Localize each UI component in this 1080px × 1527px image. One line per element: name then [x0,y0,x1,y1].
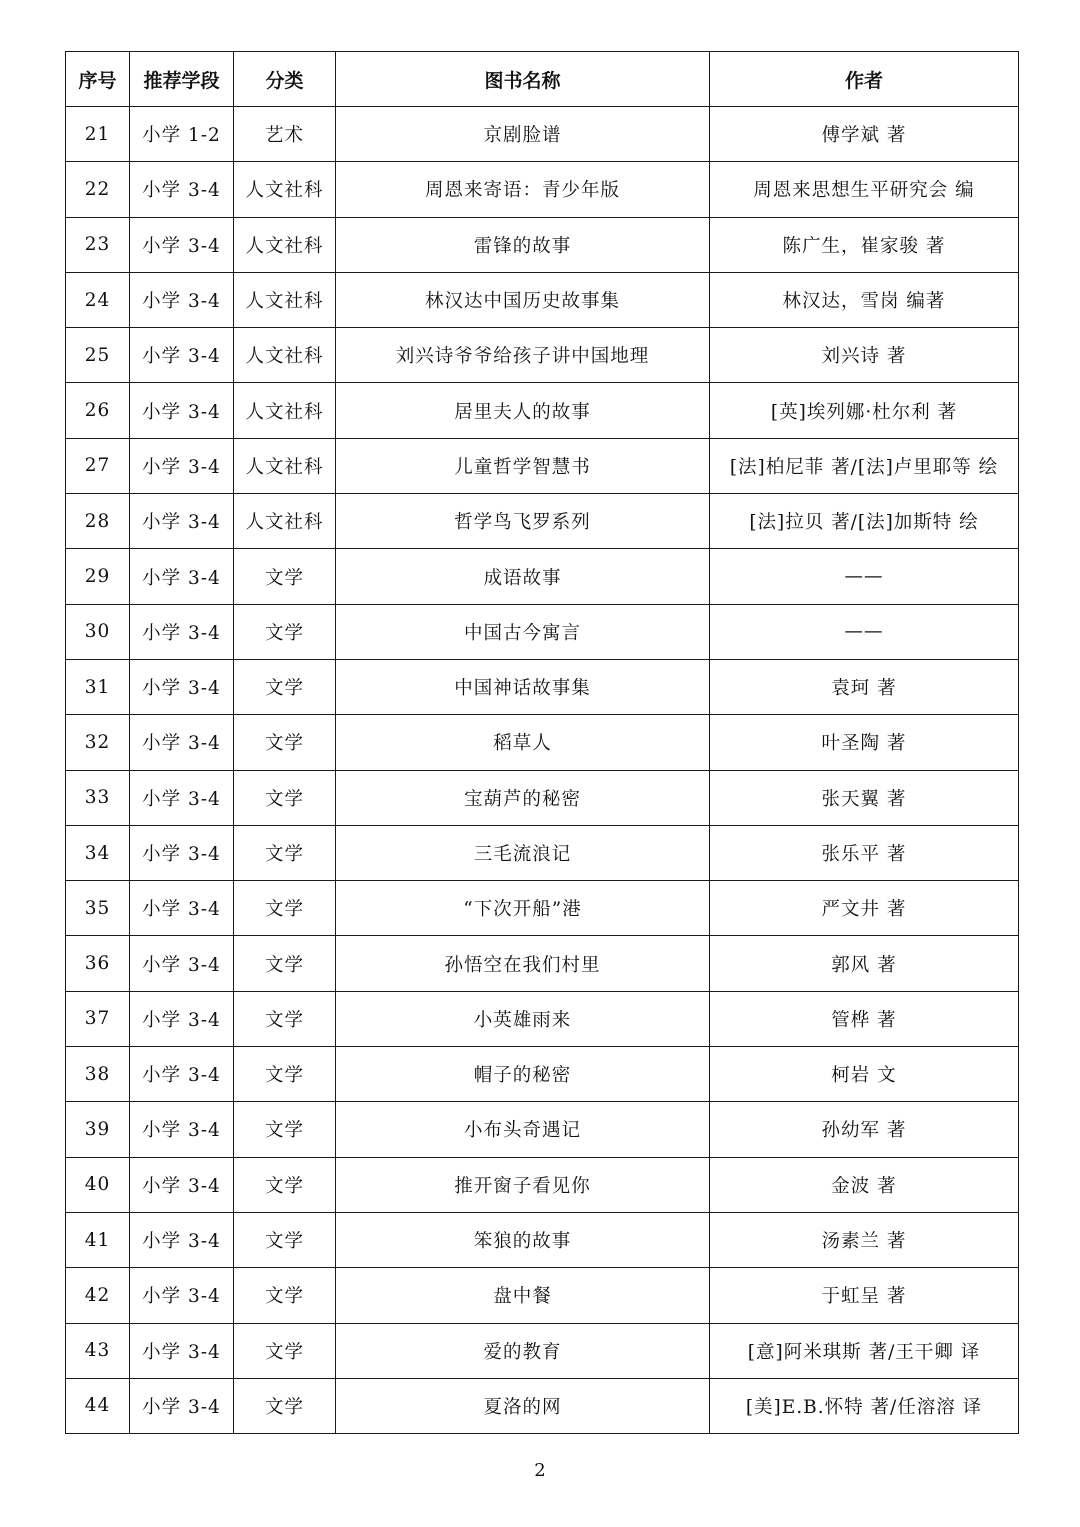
cell-category: 文学 [234,1157,336,1212]
cell-author: [意]阿米琪斯 著/王干卿 译 [710,1323,1019,1378]
cell-title: 林汉达中国历史故事集 [336,272,710,327]
table-header [66,52,1019,107]
cell-category: 文学 [234,659,336,714]
cell-category: 文学 [234,1212,336,1267]
cell-grade: 小学 3-4 [130,1323,234,1378]
cell-grade: 小学 3-4 [130,438,234,493]
cell-index: 36 [66,936,130,991]
cell-title: 推开窗子看见你 [336,1157,710,1212]
cell-grade: 小学 3-4 [130,1378,234,1433]
cell-author: 刘兴诗 著 [710,328,1019,383]
header-row [66,52,1019,107]
cell-index: 34 [66,825,130,880]
cell-index: 27 [66,438,130,493]
cell-title: 中国神话故事集 [336,659,710,714]
cell-title: 周恩来寄语：青少年版 [336,162,710,217]
table-row [66,715,1019,770]
cell-category: 艺术 [234,107,336,162]
cell-index: 22 [66,162,130,217]
table-row [66,1378,1019,1433]
cell-author: 管桦 著 [710,991,1019,1046]
cell-category: 文学 [234,1102,336,1157]
cell-category: 文学 [234,715,336,770]
cell-title: 宝葫芦的秘密 [336,770,710,825]
table-row [66,494,1019,549]
cell-title: 雷锋的故事 [336,217,710,272]
cell-author: 张乐平 著 [710,825,1019,880]
cell-grade: 小学 3-4 [130,217,234,272]
cell-index: 37 [66,991,130,1046]
cell-index: 31 [66,659,130,714]
cell-grade: 小学 3-4 [130,494,234,549]
cell-title: 哲学鸟飞罗系列 [336,494,710,549]
cell-index: 26 [66,383,130,438]
cell-grade: 小学 3-4 [130,825,234,880]
cell-index: 25 [66,328,130,383]
cell-index: 24 [66,272,130,327]
table-row [66,383,1019,438]
table-row [66,991,1019,1046]
cell-index: 44 [66,1378,130,1433]
cell-author: 陈广生，崔家骏 著 [710,217,1019,272]
header-author: 作者 [710,52,1019,107]
cell-index: 41 [66,1212,130,1267]
cell-author: 袁珂 著 [710,659,1019,714]
cell-category: 文学 [234,936,336,991]
table-row [66,1102,1019,1157]
cell-author: [法]拉贝 著/[法]加斯特 绘 [710,494,1019,549]
cell-author: 傅学斌 著 [710,107,1019,162]
cell-title: 京剧脸谱 [336,107,710,162]
cell-category: 人文社科 [234,217,336,272]
cell-title: 稻草人 [336,715,710,770]
cell-grade: 小学 3-4 [130,1268,234,1323]
cell-author: 张天翼 著 [710,770,1019,825]
cell-grade: 小学 3-4 [130,162,234,217]
cell-category: 文学 [234,1378,336,1433]
header-grade: 推荐学段 [130,52,234,107]
cell-index: 38 [66,1047,130,1102]
table-row [66,659,1019,714]
cell-index: 32 [66,715,130,770]
cell-title: 帽子的秘密 [336,1047,710,1102]
cell-author: —— [710,549,1019,604]
cell-grade: 小学 3-4 [130,272,234,327]
cell-category: 文学 [234,770,336,825]
cell-title: 小英雄雨来 [336,991,710,1046]
table-row [66,1268,1019,1323]
cell-author: 林汉达，雪岗 编著 [710,272,1019,327]
table-row [66,1157,1019,1212]
cell-index: 33 [66,770,130,825]
cell-title: 中国古今寓言 [336,604,710,659]
cell-grade: 小学 3-4 [130,383,234,438]
cell-category: 人文社科 [234,328,336,383]
table-row [66,549,1019,604]
cell-author: 柯岩 文 [710,1047,1019,1102]
table-row [66,1047,1019,1102]
cell-title: 爱的教育 [336,1323,710,1378]
cell-author: [英]埃列娜·杜尔利 著 [710,383,1019,438]
table-row [66,770,1019,825]
page-number: 2 [534,1460,546,1481]
cell-index: 35 [66,881,130,936]
header-title: 图书名称 [336,52,710,107]
cell-grade: 小学 3-4 [130,881,234,936]
cell-index: 39 [66,1102,130,1157]
header-index: 序号 [66,52,130,107]
cell-grade: 小学 3-4 [130,1102,234,1157]
cell-grade: 小学 3-4 [130,715,234,770]
cell-author: [法]柏尼菲 著/[法]卢里耶等 绘 [710,438,1019,493]
cell-index: 28 [66,494,130,549]
book-list-table [65,51,1019,1434]
cell-category: 文学 [234,991,336,1046]
cell-title: 夏洛的网 [336,1378,710,1433]
header-category: 分类 [234,52,336,107]
cell-author: 孙幼军 著 [710,1102,1019,1157]
cell-category: 人文社科 [234,272,336,327]
cell-title: 三毛流浪记 [336,825,710,880]
cell-index: 23 [66,217,130,272]
cell-category: 文学 [234,825,336,880]
cell-title: 刘兴诗爷爷给孩子讲中国地理 [336,328,710,383]
cell-index: 43 [66,1323,130,1378]
cell-index: 40 [66,1157,130,1212]
table-body [66,107,1019,1434]
table-row [66,107,1019,162]
cell-index: 42 [66,1268,130,1323]
cell-title: 儿童哲学智慧书 [336,438,710,493]
cell-title: 成语故事 [336,549,710,604]
table-row [66,936,1019,991]
table-row [66,272,1019,327]
cell-author: 周恩来思想生平研究会 编 [710,162,1019,217]
cell-title: 小布头奇遇记 [336,1102,710,1157]
table-row [66,438,1019,493]
cell-author: 郭风 著 [710,936,1019,991]
table-row [66,162,1019,217]
table-row [66,328,1019,383]
cell-grade: 小学 3-4 [130,1047,234,1102]
cell-title: 孙悟空在我们村里 [336,936,710,991]
cell-category: 文学 [234,604,336,659]
cell-title: 居里夫人的故事 [336,383,710,438]
cell-index: 21 [66,107,130,162]
cell-grade: 小学 3-4 [130,770,234,825]
cell-author: 汤素兰 著 [710,1212,1019,1267]
cell-author: —— [710,604,1019,659]
table-row [66,1212,1019,1267]
cell-title: “下次开船”港 [336,881,710,936]
cell-grade: 小学 3-4 [130,659,234,714]
cell-index: 30 [66,604,130,659]
cell-author: 于虹呈 著 [710,1268,1019,1323]
cell-category: 人文社科 [234,438,336,493]
cell-title: 笨狼的故事 [336,1212,710,1267]
table-row [66,1323,1019,1378]
cell-grade: 小学 3-4 [130,604,234,659]
cell-grade: 小学 3-4 [130,1212,234,1267]
table-row [66,217,1019,272]
cell-category: 人文社科 [234,383,336,438]
cell-category: 文学 [234,549,336,604]
cell-author: [美]E.B.怀特 著/任溶溶 译 [710,1378,1019,1433]
cell-grade: 小学 3-4 [130,549,234,604]
table-row [66,604,1019,659]
cell-grade: 小学 3-4 [130,1157,234,1212]
cell-author: 金波 著 [710,1157,1019,1212]
cell-category: 人文社科 [234,162,336,217]
cell-author: 叶圣陶 著 [710,715,1019,770]
cell-author: 严文井 著 [710,881,1019,936]
cell-grade: 小学 3-4 [130,936,234,991]
cell-category: 文学 [234,1047,336,1102]
table-row [66,825,1019,880]
cell-category: 文学 [234,1323,336,1378]
cell-category: 文学 [234,881,336,936]
cell-category: 文学 [234,1268,336,1323]
cell-category: 人文社科 [234,494,336,549]
cell-grade: 小学 3-4 [130,328,234,383]
cell-grade: 小学 1-2 [130,107,234,162]
cell-index: 29 [66,549,130,604]
cell-grade: 小学 3-4 [130,991,234,1046]
table-row [66,881,1019,936]
cell-title: 盘中餐 [336,1268,710,1323]
